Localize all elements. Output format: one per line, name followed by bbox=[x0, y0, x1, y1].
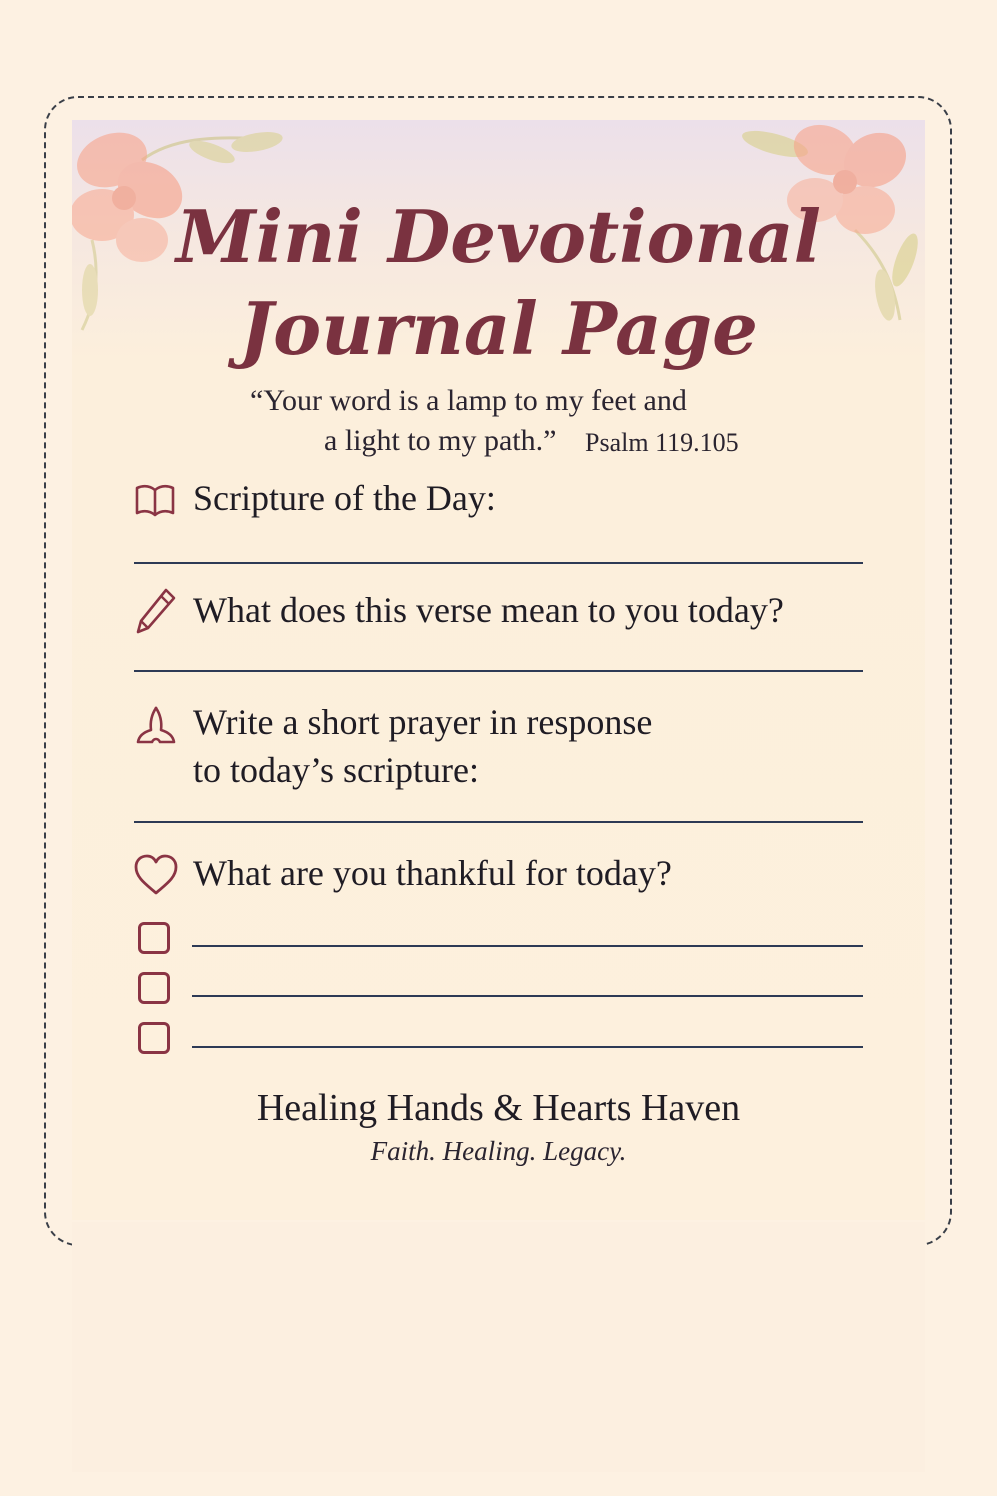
verse-reference: Psalm 119.105 bbox=[585, 428, 739, 457]
answer-line-prayer[interactable] bbox=[134, 821, 863, 823]
prompt-prayer-line1: Write a short prayer in response bbox=[193, 702, 653, 742]
gratitude-checkbox-1[interactable] bbox=[138, 922, 170, 954]
gratitude-line-3[interactable] bbox=[192, 1046, 863, 1048]
page-title-line2: Journal Page bbox=[239, 286, 758, 371]
gratitude-line-2[interactable] bbox=[192, 995, 863, 997]
answer-line-scripture[interactable] bbox=[134, 562, 863, 564]
prompt-scripture-of-day: Scripture of the Day: bbox=[193, 478, 496, 518]
gratitude-line-1[interactable] bbox=[192, 945, 863, 947]
prompt-verse-meaning: What does this verse mean to you today? bbox=[193, 590, 784, 630]
footer-brand-name: Healing Hands & Hearts Haven bbox=[256, 1087, 741, 1129]
praying-hands-icon bbox=[134, 704, 178, 752]
answer-line-meaning[interactable] bbox=[134, 670, 863, 672]
page-title-line1: Mini Devotional bbox=[176, 194, 821, 279]
prompt-thankful: What are you thankful for today? bbox=[193, 853, 672, 893]
verse-quote-line1: “Your word is a lamp to my feet and bbox=[250, 384, 687, 417]
pencil-icon bbox=[134, 586, 178, 640]
prompt-prayer-line2: to today’s scripture: bbox=[193, 750, 479, 790]
card-lower-panel bbox=[72, 1222, 925, 1472]
open-book-icon bbox=[134, 482, 176, 522]
footer-tagline: Faith. Healing. Legacy. bbox=[370, 1136, 627, 1166]
gratitude-checkbox-2[interactable] bbox=[138, 972, 170, 1004]
gratitude-checkbox-3[interactable] bbox=[138, 1022, 170, 1054]
heart-icon bbox=[133, 854, 179, 900]
verse-quote-line2: a light to my path.” bbox=[324, 424, 557, 457]
